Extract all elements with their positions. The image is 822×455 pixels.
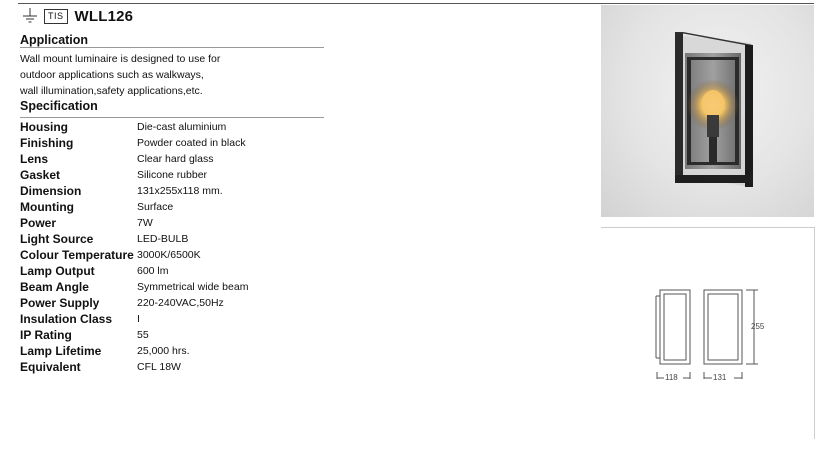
application-divider	[20, 47, 324, 48]
spec-value: Clear hard glass	[137, 153, 214, 165]
spec-value: CFL 18W	[137, 361, 181, 373]
spec-key: Power Supply	[20, 296, 100, 310]
spec-key: Housing	[20, 120, 68, 134]
spec-value: Die-cast aluminium	[137, 121, 227, 133]
spec-key: Lens	[20, 152, 49, 166]
spec-key: IP Rating	[20, 328, 72, 342]
specification-divider	[20, 117, 324, 118]
dimension-drawing	[650, 282, 780, 392]
depth-dimension-label: 118	[665, 373, 678, 382]
width-dimension-label: 131	[713, 373, 727, 382]
spec-row	[20, 327, 248, 343]
model-number: WLL126	[74, 7, 134, 25]
spec-value: Symmetrical wide beam	[137, 281, 249, 293]
application-line: Wall mount luminaire is designed to use for	[20, 53, 221, 65]
spec-row	[20, 167, 248, 183]
spec-row	[20, 343, 248, 359]
spec-value: 131x255x118 mm.	[137, 185, 223, 197]
spec-value: Silicone rubber	[137, 169, 208, 181]
spec-key: Equivalent	[20, 360, 81, 374]
spec-row	[20, 247, 248, 263]
spec-key: Gasket	[20, 168, 61, 182]
specification-title: Specification	[20, 99, 98, 113]
spec-row	[20, 119, 248, 135]
spec-row	[20, 295, 248, 311]
application-line: outdoor applications such as walkways,	[20, 69, 204, 81]
spec-row	[20, 359, 248, 375]
drawing-divider	[601, 227, 814, 228]
spec-row	[20, 135, 248, 151]
specification-table	[20, 119, 248, 375]
spec-row	[20, 199, 248, 215]
spec-key: Finishing	[20, 136, 74, 150]
spec-value: Surface	[137, 201, 174, 213]
spec-key: Lamp Output	[20, 264, 95, 278]
spec-key: Light Source	[20, 232, 94, 246]
spec-value: 3000K/6500K	[137, 249, 201, 261]
drawing-border	[814, 227, 815, 439]
spec-key: Dimension	[20, 184, 82, 198]
spec-value: Powder coated in black	[137, 137, 246, 149]
spec-value: LED-BULB	[137, 233, 189, 245]
product-header	[20, 8, 133, 24]
ground-symbol-icon	[20, 8, 40, 24]
spec-row	[20, 311, 248, 327]
spec-row	[20, 263, 248, 279]
spec-value: 220-240VAC,50Hz	[137, 297, 224, 309]
spec-value: I	[137, 313, 140, 325]
spec-value: 7W	[137, 217, 153, 229]
top-divider	[18, 3, 814, 4]
spec-key: Lamp Lifetime	[20, 344, 102, 358]
spec-key: Beam Angle	[20, 280, 89, 294]
spec-key: Mounting	[20, 200, 74, 214]
application-line: wall illumination,safety applications,etc.	[20, 85, 203, 97]
spec-key: Power	[20, 216, 57, 230]
spec-row	[20, 151, 248, 167]
spec-value: 600 lm	[137, 265, 169, 277]
spec-row	[20, 215, 248, 231]
spec-key: Colour Temperature	[20, 248, 134, 262]
application-description	[20, 51, 320, 99]
application-title: Application	[20, 33, 89, 47]
spec-value: 55	[137, 329, 149, 341]
spec-value: 25,000 hrs.	[137, 345, 190, 357]
wall-lamp-illustration	[601, 5, 814, 217]
spec-row	[20, 183, 248, 199]
spec-key: Insulation Class	[20, 312, 113, 326]
product-photo	[601, 5, 814, 217]
spec-row	[20, 231, 248, 247]
spec-row	[20, 279, 248, 295]
tis-mark: TIS	[44, 9, 68, 24]
height-dimension-label: 255	[751, 322, 765, 331]
